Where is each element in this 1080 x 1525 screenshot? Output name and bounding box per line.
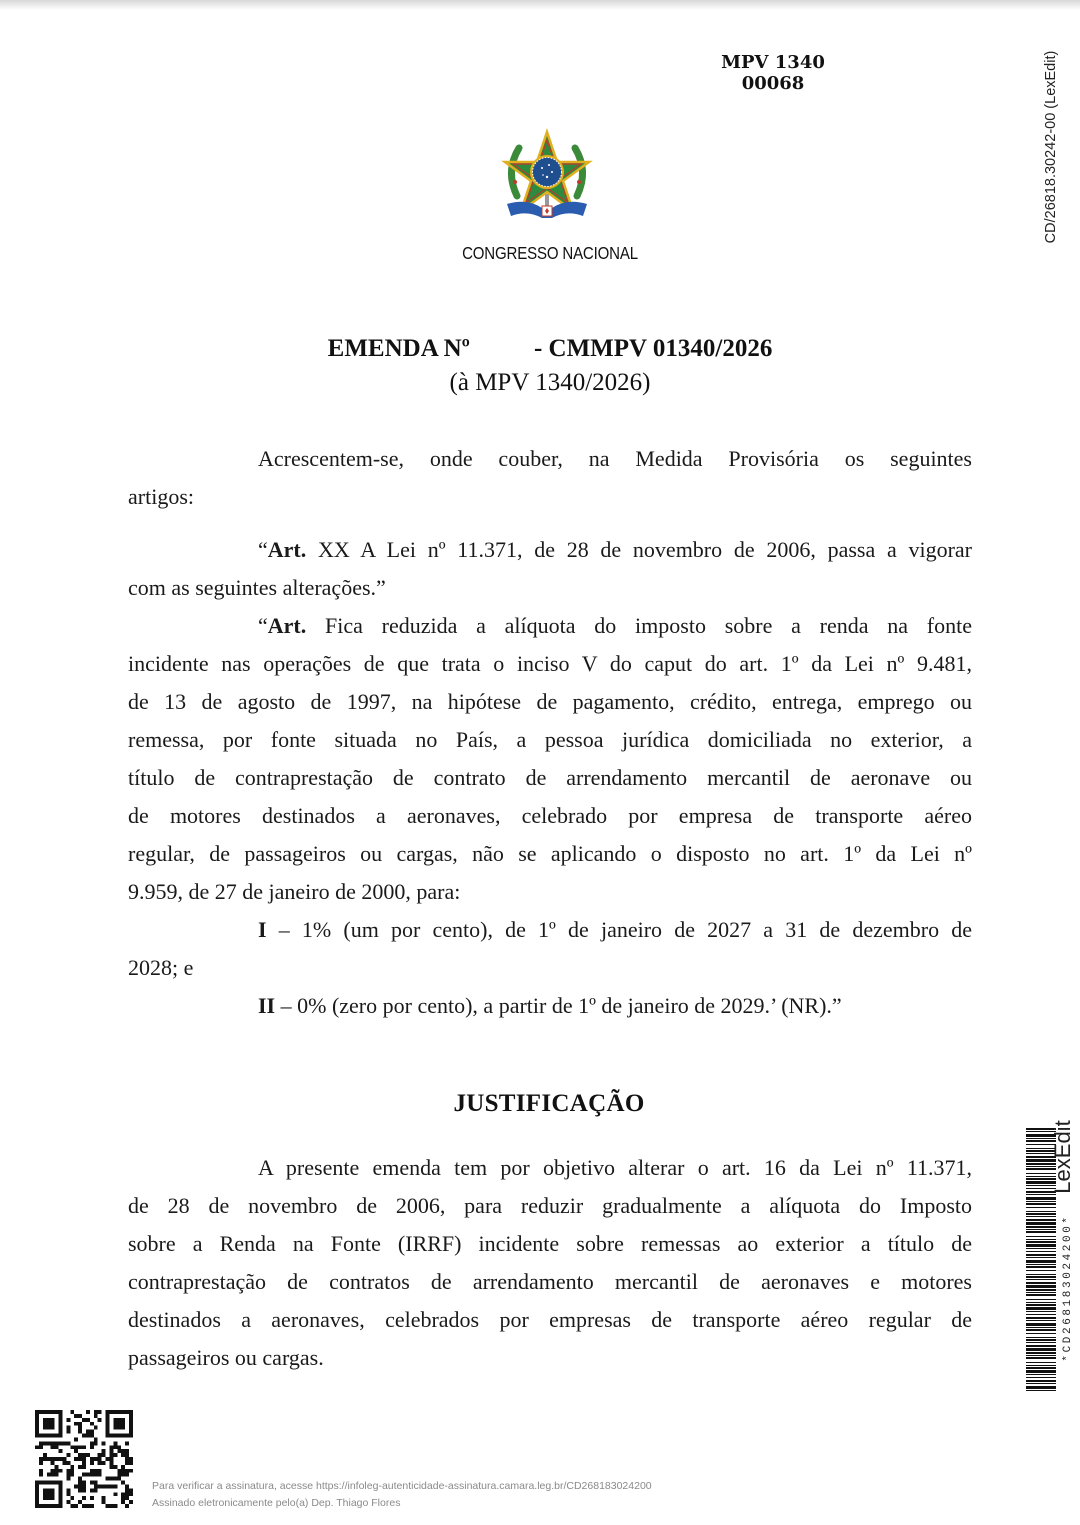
barcode-bar	[1026, 1348, 1056, 1351]
justification-line: sobre a Renda na Fonte (IRRF) incidente sobre remessas ao exterior a título de	[128, 1231, 972, 1256]
qr-module	[51, 1445, 55, 1449]
qr-module	[78, 1481, 82, 1485]
qr-module	[82, 1418, 86, 1422]
qr-module	[86, 1504, 90, 1508]
qr-module	[66, 1461, 70, 1465]
qr-module	[55, 1457, 59, 1461]
barcode-bar	[1026, 1231, 1056, 1233]
article-main-line: 9.959, de 27 de janeiro de 2000, para:	[128, 879, 461, 904]
qr-module	[109, 1477, 113, 1481]
qr-module	[39, 1457, 43, 1461]
qr-module	[125, 1504, 129, 1508]
justification-paragraph	[128, 1149, 972, 1377]
barcode-bar	[1026, 1276, 1056, 1278]
mpv-code	[700, 52, 846, 94]
mpv-number: MPV 1340	[721, 52, 825, 73]
page-top-shadow	[0, 0, 1080, 10]
qr-module	[78, 1445, 82, 1449]
barcode-bar	[1026, 1216, 1056, 1217]
qr-module	[70, 1496, 74, 1500]
qr-module	[66, 1488, 70, 1492]
qr-module	[102, 1449, 106, 1453]
qr-module	[82, 1504, 86, 1508]
qr-module	[94, 1484, 98, 1488]
qr-module	[70, 1445, 74, 1449]
barcode-bar	[1026, 1314, 1056, 1315]
qr-module	[70, 1410, 74, 1414]
qr-module	[43, 1457, 47, 1461]
barcode-bar	[1026, 1260, 1056, 1263]
article-label: Art.	[267, 537, 307, 562]
qr-module	[90, 1469, 94, 1473]
barcode-bar	[1026, 1257, 1056, 1258]
qr-module	[98, 1418, 102, 1422]
amendment-title	[0, 334, 1080, 364]
qr-module	[47, 1473, 51, 1477]
qr-module	[47, 1441, 51, 1445]
qr-module	[113, 1492, 117, 1496]
qr-module	[94, 1481, 98, 1485]
barcode-bar	[1026, 1362, 1056, 1363]
qr-module	[113, 1445, 117, 1449]
amendment-code: - CMMPV 01340/2026	[533, 335, 773, 362]
qr-module	[43, 1488, 55, 1500]
side-reference	[1040, 36, 1062, 258]
qr-module	[125, 1492, 129, 1496]
qr-module	[55, 1469, 59, 1473]
barcode-bar	[1026, 1207, 1056, 1208]
qr-module	[74, 1449, 78, 1453]
qr-module	[39, 1469, 43, 1473]
article-main-line: incidente nas operações de que trata o inciso V do caput do art. 1º da Lei nº 9.481,	[128, 651, 972, 676]
qr-module	[113, 1504, 117, 1508]
qr-module	[59, 1441, 63, 1445]
barcode-bar	[1026, 1282, 1056, 1284]
qr-module	[117, 1449, 121, 1453]
qr-module	[102, 1496, 106, 1500]
barcode-bar	[1026, 1244, 1056, 1247]
barcode-bar	[1026, 1311, 1056, 1312]
qr-module	[125, 1461, 129, 1465]
qr-module	[125, 1484, 129, 1488]
article-main-line: de motores destinados a aeronaves, celebrado por empresa de transporte aéreo	[128, 803, 972, 828]
intro-line: artigos:	[128, 484, 194, 509]
barcode-bar	[1026, 1342, 1056, 1343]
barcode-bar	[1026, 1211, 1056, 1212]
qr-module	[117, 1473, 121, 1477]
item-i-label: I	[258, 917, 267, 942]
qr-module	[121, 1492, 125, 1496]
barcode-bar	[1026, 1374, 1056, 1375]
barcode-bar	[1026, 1365, 1056, 1366]
qr-module	[90, 1504, 94, 1508]
qr-module	[125, 1449, 129, 1453]
barcode-bar	[1026, 1357, 1056, 1359]
justification-heading: JUSTIFICAÇÃO	[453, 1090, 645, 1117]
qr-module	[78, 1422, 82, 1426]
qr-module	[94, 1473, 98, 1477]
barcode-bar	[1026, 1323, 1056, 1326]
qr-module	[90, 1496, 94, 1500]
qr-module	[74, 1484, 78, 1488]
side-reference-text: CD/26818.30242-00 (LexEdit)	[1043, 50, 1059, 244]
qr-module	[90, 1461, 94, 1465]
qr-module	[113, 1441, 117, 1445]
qr-module	[94, 1414, 98, 1418]
qr-module	[82, 1473, 86, 1477]
qr-module	[129, 1500, 133, 1504]
barcode-bar	[1026, 1352, 1056, 1354]
qr-module	[59, 1449, 63, 1453]
article-label: Art.	[267, 613, 307, 638]
qr-module	[94, 1488, 98, 1492]
barcode-bar	[1026, 1266, 1056, 1268]
barcode-bar	[1026, 1329, 1056, 1331]
qr-module	[55, 1441, 59, 1445]
qr-module	[86, 1430, 90, 1434]
barcode-bar	[1026, 1302, 1056, 1303]
barcode-bar	[1026, 1289, 1056, 1291]
qr-module	[113, 1453, 117, 1457]
qr-module	[106, 1477, 110, 1481]
qr-module	[109, 1504, 113, 1508]
qr-module	[113, 1465, 117, 1469]
barcode-bar	[1026, 1270, 1056, 1271]
barcode-bar	[1026, 1197, 1056, 1200]
qr-module	[125, 1473, 129, 1477]
barcode-bar	[1026, 1213, 1056, 1215]
qr-module	[82, 1481, 86, 1485]
justification-line: A presente emenda tem por objetivo alterar o art. 16 da Lei nº 11.371,	[258, 1155, 972, 1180]
qr-module	[98, 1469, 102, 1473]
barcode-bar	[1026, 1333, 1056, 1334]
article-main-line: título de contraprestação de contrato de arrendamento mercantil de aeronave ou	[128, 765, 972, 790]
qr-module	[90, 1441, 94, 1445]
barcode-bar	[1026, 1367, 1056, 1369]
qr-module	[121, 1481, 125, 1485]
qr-module	[82, 1453, 86, 1457]
qr-module	[109, 1457, 113, 1461]
qr-module	[43, 1418, 55, 1430]
item-ii-line: II – 0% (zero por cento), a partir de 1º de janeiro de 2029.’ (NR).”	[258, 993, 842, 1018]
qr-module	[94, 1410, 98, 1414]
barcode-bar	[1026, 1294, 1056, 1296]
barcode-bar	[1026, 1254, 1056, 1256]
institution-name: CONGRESSO NACIONAL	[462, 243, 638, 263]
qr-module	[129, 1457, 133, 1461]
qr-module	[129, 1492, 133, 1496]
article-main-line: de 13 de agosto de 1997, na hipótese de pagamento, crédito, entrega, emprego ou	[128, 689, 972, 714]
qr-module	[66, 1492, 70, 1496]
qr-module	[121, 1469, 125, 1473]
qr-module	[66, 1473, 70, 1477]
qr-module	[70, 1469, 74, 1473]
article-main-line: “Art. Fica reduzida a alíquota do imposto sobre a renda na fonte	[258, 613, 972, 638]
barcode-bar	[1026, 1339, 1056, 1341]
qr-module	[66, 1469, 70, 1473]
qr-module	[35, 1445, 39, 1449]
qr-module	[82, 1461, 86, 1465]
qr-module	[66, 1441, 70, 1445]
article-main-line: remessa, por fonte situada no País, a pessoa jurídica domiciliada no exterior, a	[128, 727, 972, 752]
qr-module	[125, 1469, 129, 1473]
qr-module	[121, 1496, 125, 1500]
qr-module	[82, 1457, 86, 1461]
qr-module	[113, 1484, 117, 1488]
qr-module	[125, 1457, 129, 1461]
qr-module	[106, 1504, 110, 1508]
qr-module	[70, 1504, 74, 1508]
qr-module	[47, 1457, 51, 1461]
article-xx	[128, 531, 972, 607]
qr-module	[74, 1422, 78, 1426]
qr-code-icon	[35, 1410, 133, 1508]
qr-module	[90, 1457, 94, 1461]
qr-module	[90, 1434, 94, 1438]
qr-module	[125, 1496, 129, 1500]
qr-module	[106, 1457, 110, 1461]
qr-module	[109, 1461, 113, 1465]
qr-module	[98, 1461, 102, 1465]
qr-module	[102, 1453, 106, 1457]
barcode-bar	[1026, 1377, 1056, 1378]
qr-module	[74, 1445, 78, 1449]
qr-module	[62, 1461, 66, 1465]
qr-module	[78, 1430, 82, 1434]
justification-line: passageiros ou cargas.	[128, 1345, 324, 1370]
qr-module	[102, 1500, 106, 1504]
qr-module	[78, 1426, 82, 1430]
qr-module	[125, 1453, 129, 1457]
qr-module	[39, 1445, 43, 1449]
barcode-bar	[1026, 1226, 1056, 1228]
qr-module	[51, 1461, 55, 1465]
qr-module	[78, 1500, 82, 1504]
qr-module	[82, 1445, 86, 1449]
qr-module	[102, 1441, 106, 1445]
qr-module	[66, 1500, 70, 1504]
article-main-line: regular, de passageiros ou cargas, não se aplicando o disposto no art. 1º da Lei nº	[128, 841, 972, 866]
barcode-bar	[1026, 1264, 1056, 1265]
qr-module	[55, 1473, 59, 1477]
qr-module	[94, 1441, 98, 1445]
barcode-bar	[1026, 1274, 1056, 1275]
qr-module	[98, 1473, 102, 1477]
qr-module	[62, 1441, 66, 1445]
qr-module	[82, 1465, 86, 1469]
qr-module	[117, 1477, 121, 1481]
qr-module	[109, 1445, 113, 1449]
barcode-bar	[1026, 1307, 1056, 1310]
signature-footer	[152, 1478, 652, 1512]
amendment-prefix: EMENDA Nº	[327, 335, 470, 362]
barcode-bar	[1026, 1248, 1056, 1249]
qr-module	[86, 1434, 90, 1438]
qr-module	[39, 1473, 43, 1477]
qr-module	[86, 1473, 90, 1477]
qr-module	[117, 1445, 121, 1449]
qr-module	[121, 1453, 125, 1457]
qr-module	[74, 1414, 78, 1418]
qr-module	[113, 1418, 125, 1430]
amendment-subtitle: (à MPV 1340/2026)	[449, 369, 651, 396]
qr-module	[82, 1488, 86, 1492]
mpv-sequence: 00068	[741, 73, 805, 94]
qr-module	[86, 1418, 90, 1422]
qr-module	[74, 1457, 78, 1461]
qr-module	[94, 1457, 98, 1461]
qr-module	[121, 1465, 125, 1469]
qr-module	[39, 1441, 43, 1445]
qr-module	[78, 1465, 82, 1469]
intro-line: Acrescentem-se, onde couber, na Medida Provisória os seguintes	[258, 446, 972, 471]
qr-module	[109, 1449, 113, 1453]
qr-module	[51, 1441, 55, 1445]
barcode-bar	[1026, 1386, 1056, 1389]
barcode-bar	[1026, 1327, 1056, 1328]
barcode-bar	[1026, 1222, 1056, 1225]
qr-module	[78, 1477, 82, 1481]
qr-module	[78, 1484, 82, 1488]
qr-module	[66, 1430, 70, 1434]
qr-module	[55, 1445, 59, 1449]
barcode-bar	[1026, 1383, 1056, 1384]
qr-module	[90, 1422, 94, 1426]
intro-paragraph	[128, 440, 972, 516]
qr-module	[82, 1434, 86, 1438]
qr-module	[39, 1461, 43, 1465]
item-i-line: I – 1% (um por cento), de 1º de janeiro de 2027 a 31 de dezembro de	[258, 917, 972, 942]
barcode-code: *CD268183024200*	[1062, 1214, 1074, 1362]
qr-module	[51, 1473, 55, 1477]
qr-module	[43, 1441, 47, 1445]
qr-module	[59, 1469, 63, 1473]
qr-module	[125, 1488, 129, 1492]
barcode-bar	[1026, 1219, 1056, 1221]
qr-module	[129, 1488, 133, 1492]
qr-module	[109, 1484, 113, 1488]
barcode-bar	[1026, 1355, 1056, 1356]
qr-module	[90, 1473, 94, 1477]
barcode-bar	[1026, 1337, 1056, 1338]
qr-module	[102, 1484, 106, 1488]
justification-line: destinados a aeronaves, celebrados por empresas de transporte aéreo regular de	[128, 1307, 972, 1332]
qr-module	[94, 1437, 98, 1441]
qr-module	[98, 1457, 102, 1461]
qr-module	[109, 1465, 113, 1469]
barcode-bar	[1026, 1292, 1056, 1293]
qr-module	[66, 1477, 70, 1481]
qr-module	[78, 1453, 82, 1457]
qr-module	[82, 1484, 86, 1488]
qr-module	[98, 1410, 102, 1414]
barcode-bar	[1026, 1285, 1056, 1288]
qr-module	[94, 1426, 98, 1430]
barcode-brand: LexEdit	[1050, 1120, 1075, 1194]
qr-module	[98, 1484, 102, 1488]
barcode-bar	[1026, 1320, 1056, 1321]
barcode-bar	[1026, 1194, 1056, 1195]
qr-module	[70, 1465, 74, 1469]
qr-module	[113, 1477, 117, 1481]
qr-module	[78, 1488, 82, 1492]
qr-module	[66, 1426, 70, 1430]
qr-module	[74, 1504, 78, 1508]
barcode-bar	[1026, 1279, 1056, 1280]
barcode-bar	[1026, 1317, 1056, 1319]
qr-module	[78, 1457, 82, 1461]
qr-module	[125, 1441, 129, 1445]
barcode-bar	[1026, 1203, 1056, 1205]
barcode-bar	[1026, 1370, 1056, 1373]
qr-module	[90, 1488, 94, 1492]
qr-module	[94, 1469, 98, 1473]
barcode-bar	[1026, 1229, 1056, 1230]
qr-module	[74, 1437, 78, 1441]
qr-module	[86, 1453, 90, 1457]
qr-module	[121, 1473, 125, 1477]
signed-by-text: Assinado eletronicamente pelo(a) Dep. Thiago Flores	[152, 1497, 401, 1509]
barcode-bar	[1026, 1304, 1056, 1306]
qr-module	[90, 1481, 94, 1485]
qr-module	[51, 1469, 55, 1473]
qr-module	[90, 1430, 94, 1434]
qr-module	[121, 1449, 125, 1453]
justification-line: de 28 de novembro de 2006, para reduzir gradualmente a alíquota do Imposto	[128, 1193, 972, 1218]
qr-module	[129, 1461, 133, 1465]
qr-module	[109, 1453, 113, 1457]
qr-module	[106, 1484, 110, 1488]
qr-module	[102, 1461, 106, 1465]
qr-module	[62, 1457, 66, 1461]
barcode-bar	[1026, 1201, 1056, 1202]
qr-module	[66, 1418, 70, 1422]
verify-signature-text: Para verificar a assinatura, acesse https://infoleg-autenticidade-assinatura.camara.leg.br/CD268183024200	[152, 1480, 652, 1492]
barcode-bar	[1026, 1241, 1056, 1243]
article-xx-line: “Art. XX A Lei nº 11.371, de 28 de novembro de 2006, passa a vigorar	[258, 537, 972, 562]
barcode-bar	[1026, 1236, 1056, 1237]
qr-module	[121, 1500, 125, 1504]
justification-line: contraprestação de contratos de arrendamento mercantil de aeronaves e motores	[128, 1269, 972, 1294]
qr-module	[51, 1457, 55, 1461]
barcode-bar	[1026, 1380, 1056, 1382]
barcode-bar	[1026, 1251, 1056, 1252]
barcode-bar	[1026, 1345, 1056, 1347]
barcode-bar	[1026, 1299, 1056, 1300]
article-xx-line: com as seguintes alterações.”	[128, 575, 386, 600]
qr-module	[78, 1414, 82, 1418]
coat-of-arms-seal-icon	[497, 126, 597, 226]
item-i-line: 2028; e	[128, 955, 194, 980]
qr-module	[70, 1473, 74, 1477]
qr-module	[98, 1453, 102, 1457]
qr-module	[66, 1453, 70, 1457]
qr-module	[117, 1469, 121, 1473]
barcode-bar	[1026, 1390, 1056, 1391]
barcode-bar	[1026, 1239, 1056, 1240]
article-main	[128, 607, 972, 1025]
item-ii-label: II	[258, 993, 276, 1018]
qr-module	[55, 1465, 59, 1469]
qr-module	[90, 1445, 94, 1449]
qr-module	[59, 1457, 63, 1461]
qr-module	[129, 1469, 133, 1473]
qr-module	[43, 1453, 47, 1457]
qr-module	[82, 1496, 86, 1500]
qr-module	[86, 1410, 90, 1414]
